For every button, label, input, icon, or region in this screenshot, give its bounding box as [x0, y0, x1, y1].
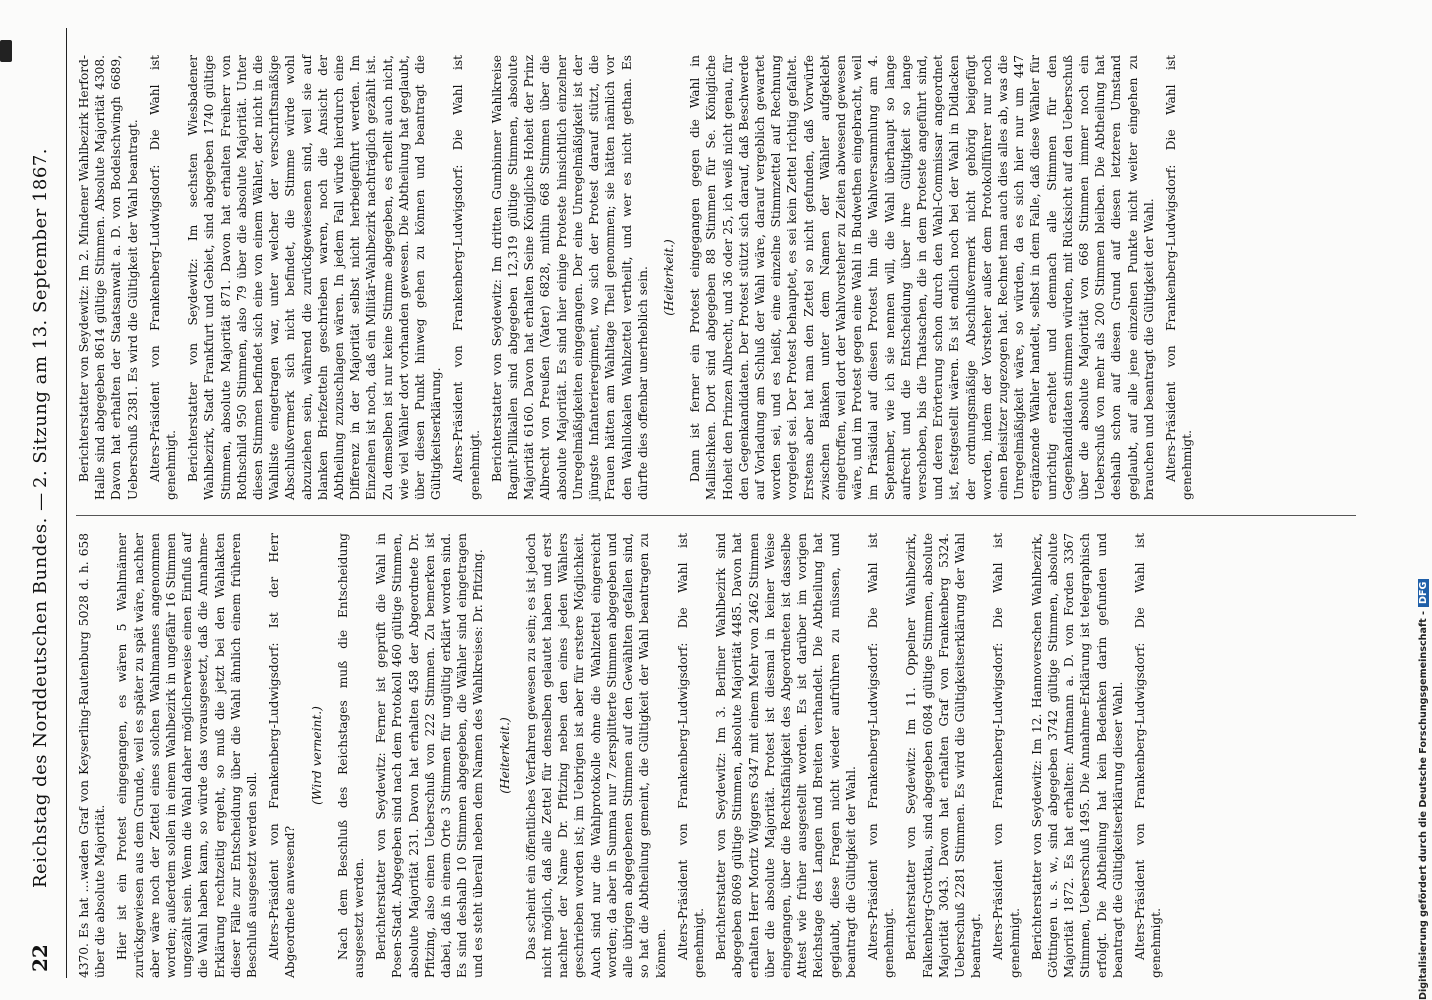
- stage-direction: (Heiterkeit.): [661, 239, 676, 316]
- paragraph: Das scheint ein öffentliches Verfahren gewesen zu sein; es ist jedoch nicht möglich, daß alle Zettel für denselben gelautet haben und erst nachher der Name Dr. Pfitzing neben den eines jeden Wählers geschrieben worden ist; im Uebrigen ist aber für erstere Möglichkeit. Auch sind nur die Wahlprotokolle ohne die Wahlzettel eingereicht worden; da aber in Summa nur 7 zersplitterte Stimmen abgegeben und alle übrigen abgegebenen Stimmen auf den Gewählten gefallen sind, so hat die Abtheilung gemeint, die Gültigkeit der Wahl beantragen zu können.: [523, 533, 668, 978]
- paragraph: 4370. Es hat …waden Graf von Keyserling-Rautenburg 5028 d. h. 658 über die absolute Majorität.: [77, 533, 108, 978]
- left-text-column: [76, 533, 1366, 978]
- paragraph: Berichterstatter von Seydewitz: Im sechsten Wiesbadener Wahlbezirk, Stadt Frankfurt und Gebiet, sind abgegeben 1740 gültige Stimmen, absolute Majorität 871. Davon hat erhalten Freiherr von Rothschild 950 Stimmen, also 79 über die absolute Majorität. Unter diesen Stimmen befindet sich eine von einem Wähler, der nicht in die Wahlliste eingetragen war, unter welcher der verschriftsmäßige Abschlußvermerk sich nicht befindet, die Stimme würde wohl abzuziehen sein, während die zurückgewiesenen sind, weil sie auf blanken Briefzetteln geschrieben waren, noch die Ansicht der Abtheilung zuzuschlagen wären. In jedem Fall würde hierdurch eine Differenz in der Majorität selbst nicht herbeigeführt werden. Im Einzelnen ist noch, daß ein Militär-Wahlbezirk nachträglich gezählt ist. Zu demselben ist nur keine Stimme abgegeben, es erhellt auch nicht, wie viel Wähler dort vorhanden gewesen. Die Abtheilung hat geglaubt, über diesen Punkt hinweg gehen zu können und beantragt die Gültigkeitserklärung.: [186, 55, 444, 500]
- publication-title: Reichstag des Norddeutschen Bundes. —: [30, 492, 51, 888]
- paragraph: Alters-Präsident von Frankenberg-Ludwigsdorf: Ist der Herr Abgeordnete anwesend?: [267, 533, 298, 978]
- imprint-text: Digitalisierung gefördert durch die Deutsche Forschungsgemeinschaft -: [1418, 610, 1429, 1000]
- rotated-document-page: [20, 28, 1380, 978]
- paragraph: Nach dem Beschluß des Reichstages muß die Entscheidung ausgesetzt werden.: [335, 533, 367, 978]
- scan-margin-mark: [0, 40, 12, 62]
- page-number: 22: [28, 944, 52, 972]
- paragraph: Alters-Präsident von Frankenberg-Ludwigsdorf: Die Wahl ist genehmigt.: [675, 533, 706, 978]
- paragraph: Berichterstatter von Seydewitz: Im 12. Hannoverschen Wahlbezirk, Göttingen u. s. w., sind abgegeben 3742 gültige Stimmen, absolute Majorität 1872. Es hat erhalten: Amtmann a. D. von Forden 3367 Stimmen, Ueberschuß 1495. Die Annahme-Erklärung ist telegraphisch erfolgt. Die Abtheilung hat kein Bedenken darin gefunden und beantragt die Gültigkeitserklärung dieser Wahl.: [1029, 533, 1125, 978]
- paragraph: Alters-Präsident von Frankenberg-Ludwigsdorf: Die Wahl ist genehmigt.: [1164, 55, 1195, 500]
- stage-direction: (Heiterkeit.): [497, 717, 512, 794]
- column-divider: [76, 515, 1356, 516]
- paragraph: Berichterstatter von Seydewitz: Im 11. Oppelner Wahlbezirk, Falkenberg-Grottkau, sind abgegeben 6084 gültige Stimmen, absolute Majorität 3043. Davon hat erhalten Graf von Frankenberg 5324. Ueberschuß 2281 Stimmen. Es wird die Gültigkeitserklärung der Wahl beantragt.: [904, 533, 984, 978]
- paragraph: Dann ist ferner ein Protest eingegangen gegen die Wahl in Mallischken. Dort sind abgegeben 88 Stimmen für Se. Königliche Hoheit den Prinzen Albrecht, und 36 oder 25, ich weiß nicht genau, für den Gegenkandidaten. Der Protest stützt sich darauf, daß Beschwerde auf Vorladung am Schluß der Wahl wäre, darauf vergeblich gewartet worden sei, und es heißt, eine einzelne Stimmzettel auf Rechnung vorgelegt sei. Der Protest behauptet, es sei kein Zettel richtig gefaltet. Erstens aber hat man den Zettel so nicht gefunden, daß Vorwürfe zwischen Bänken unter dem Namen der Wähler aufgeklebt eingetroffen, weil dort der Wahlvorsteher zu Zeiten abwesend gewesen wäre, und im Protest gegen eine Wahl in Budwethen eingebracht, weil im Präsidial auf diesen Protest hin die Wahlversammlung am 4. September, wie ich sie nennen will, die Wahl überhaupt so lange aufrecht und die Entscheidung über ihre Gültigkeit so lange verschoben, bis die Thatsachen, die in dem Proteste angeführt sind, und deren Erörterung schon durch den Wahl-Commissar angeordnet ist, festgestellt wären. Es ist endlich noch bei der Wahl in Didlacken der ordnungsmäßige Abschlußvermerk nicht gehörig beigefügt worden, indem der Vorsteher außer dem Protokollführer nur noch einen Beisitzer zugezogen hat. Rechnet man auch dies alles ab, was die Unregelmäßigkeit wäre, so würden, da es sich hier nur um 447 ergänzende Wähler handelt, selbst in dem Falle, daß diese Wähler für unrichtig erachtet und demnach alle Stimmen für den Gegenkandidaten stimmen würden, mit Rücksicht auf den Ueberschuß über die absolute Majorität von 668 Stimmen immer noch ein Ueberschuß von mehr als 200 Stimmen bleiben. Die Abtheilung hat deshalb schon auf diesen Grund auf diesen letzteren Umstand geglaubt, auf alle jene einzelnen Punkte nicht weiter eingehen zu brauchen und beantragt die Gültigkeit der Wahl.: [688, 55, 1156, 500]
- paragraph: Alters-Präsident von Frankenberg-Ludwigsdorf: Die Wahl ist genehmigt.: [451, 55, 482, 500]
- dfg-logo-badge: DFG: [1418, 579, 1429, 607]
- stage-direction: (Wird verneint.): [309, 706, 324, 805]
- paragraph: Hier ist ein Protest eingegangen, es wären 5 Wahlmänner zurückgewiesen aus dem Grunde, weil es später zu spät wäre, nachher aber wäre noch der Zettel eines solchen Wahlmannes angenommen worden; außerdem sollen in einem Wahlbezirk in ungefähr 16 Stimmen ungezählt sein. Wenn die Wahl daher möglicherweise einen Einfluß auf die Wahl haben kann, so würde das vorausgesetzt, daß die Annahme-Erklärung rechtzeitig ergeht, so muß die jetzt bei den Wahlakten dieser Fälle zur Entscheidung über die Wahl ähnlich einem früheren Beschluß ausgesetzt werden soll.: [115, 533, 260, 978]
- funding-imprint: [1418, 0, 1432, 1000]
- paragraph: Berichterstatter von Seydewitz: Ferner ist geprüft die Wahl in Posen-Stadt. Abgegeben sind nach dem Protokoll 460 gültige Stimmen, absolute Majorität 231. Davon hat erhalten 458 der Abgeordnete Dr. Pfitzing, also einen Ueberschuß von 222 Stimmen. Zu bemerken ist dabei, daß in einem Orte 3 Stimmen für ungültig erklärt worden sind. Es sind deshalb 10 Stimmen abgegeben, die Wähler sind eingetragen und es steht überall neben dem Namen des Wahlkreises: Dr. Pfitzing.: [374, 533, 486, 978]
- paragraph: Alters-Präsident von Frankenberg-Ludwigsdorf: Die Wahl ist genehmigt.: [147, 55, 179, 500]
- right-text-column: [76, 55, 1366, 500]
- paragraph: Berichterstatter von Seydewitz: Im 2. Mindener Wahlbezirk Herford-Halle sind abgegeben 8614 gültige Stimmen. Absolute Majorität 4308. Davon hat erhalten der Staatsanwalt a. D. von Bodelschwingh 6689, Ueberschuß 2381. Es wird die Gültigkeit der Wahl beantragt.: [77, 55, 140, 500]
- paragraph: Berichterstatter von Seydewitz: Im 3. Berliner Wahlbezirk sind abgegeben 8069 gültige Stimmen, absolute Majorität 4485. Davon hat erhalten Herr Moritz Wiggers 6347 mit einem Mehr von 2462 Stimmen über die absolute Majorität. Protest ist diesmal in keiner Weise eingegangen, über die Rechtsfähigkeit des Abgeordneten ist dasselbe Attest wie früher ausgestellt worden. Es ist darüber im vorigen Reichstage des Langen und Breiten verhandelt. Die Abtheilung hat geglaubt, diese Fragen nicht wieder aufrühren zu müssen, und beantragt die Gültigkeit der Wahl.: [714, 533, 858, 978]
- session-title: 2. Sitzung am 13. September 1867.: [30, 148, 51, 488]
- paragraph: Alters-Präsident von Frankenberg-Ludwigsdorf: Die Wahl ist genehmigt.: [991, 533, 1022, 978]
- running-head: [20, 28, 67, 978]
- paragraph: Alters-Präsident von Frankenberg-Ludwigsdorf: Die Wahl ist genehmigt.: [1132, 533, 1164, 978]
- paragraph: Alters-Präsident von Frankenberg-Ludwigsdorf: Die Wahl ist genehmigt.: [865, 533, 897, 978]
- paragraph: Berichterstatter von Seydewitz: Im dritten Gumbinner Wahlkreise Ragnit-Pillkallen sind abgegeben 12,319 gültige Stimmen, absolute Majorität 6160. Davon hat erhalten Seine Königliche Hoheit der Prinz Albrecht von Preußen (Vater) 6828, mithin 668 Stimmen über die absolute Majorität. Es sind hier einige Proteste hinsichtlich einzelner Unregelmäßigkeiten eingegangen. Der eine Unregelmäßigkeit ist der jüngste Infanterieregiment, wo sich der Protest darauf stützt, die Frauen hätten am Wahltage Theil genommen; sie hätten nämlich vor den Wahllokalen Wahlzettel vertheilt, und wer es nicht gethan. Es dürfte dies offenbar unerheblich sein.: [489, 55, 650, 500]
